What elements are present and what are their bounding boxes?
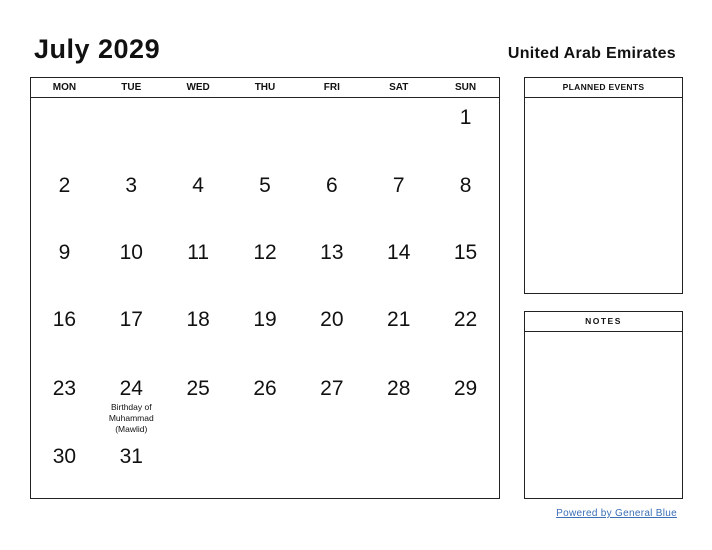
day-cell xyxy=(98,166,165,233)
day-cell xyxy=(165,166,232,233)
day-number: 26 xyxy=(253,377,277,400)
weekday-label: MON xyxy=(52,82,77,93)
day-number: 30 xyxy=(52,445,77,468)
day-number: 3 xyxy=(125,174,138,197)
day-cell xyxy=(365,233,432,300)
weekday-label: SAT xyxy=(389,82,409,93)
day-cell xyxy=(165,369,232,437)
day-number: 15 xyxy=(453,241,478,264)
day-number: 28 xyxy=(387,377,411,400)
day-number: 1 xyxy=(459,106,472,129)
weekday-label: THU xyxy=(254,82,276,93)
day-cell xyxy=(298,166,365,233)
day-cell xyxy=(432,98,499,166)
holiday-label: Birthday of Muhammad (Mawlid) xyxy=(108,402,154,434)
day-cell xyxy=(98,369,165,437)
page-title: July 2029 xyxy=(34,34,161,64)
day-number: 9 xyxy=(58,241,71,264)
day-cell xyxy=(165,98,232,166)
weekday-label: SUN xyxy=(455,82,477,93)
country-label: United Arab Emirates xyxy=(507,45,676,62)
day-cell xyxy=(31,300,98,369)
day-number xyxy=(432,437,499,445)
day-cell xyxy=(31,166,98,233)
day-number xyxy=(365,437,432,445)
day-number xyxy=(232,437,299,445)
day-cell xyxy=(232,166,299,233)
day-cell xyxy=(298,369,365,437)
days-grid xyxy=(31,98,499,487)
day-number xyxy=(232,98,299,106)
weekday-label: WED xyxy=(186,82,210,93)
day-cell xyxy=(98,437,165,487)
planned-events-panel xyxy=(524,77,683,294)
notes-panel xyxy=(524,311,683,499)
day-number: 12 xyxy=(253,241,277,264)
day-number: 16 xyxy=(52,308,77,331)
day-number: 8 xyxy=(459,174,472,197)
day-number: 7 xyxy=(392,174,405,197)
day-cell xyxy=(365,437,432,487)
day-number: 4 xyxy=(192,174,204,197)
day-number: 22 xyxy=(453,308,478,331)
weekday-label: FRI xyxy=(323,82,340,93)
day-number: 24 xyxy=(119,377,143,400)
day-cell xyxy=(232,369,299,437)
day-cell xyxy=(232,437,299,487)
day-cell xyxy=(165,437,232,487)
day-cell xyxy=(365,369,432,437)
day-cell xyxy=(232,300,299,369)
day-number: 25 xyxy=(186,377,210,400)
notes-title: NOTES xyxy=(525,312,682,332)
day-cell xyxy=(98,233,165,300)
day-number xyxy=(31,98,98,106)
weekday-header-row xyxy=(31,78,499,98)
day-cell xyxy=(432,166,499,233)
day-number: 13 xyxy=(320,241,344,264)
day-number: 11 xyxy=(187,241,210,264)
day-cell xyxy=(432,437,499,487)
powered-by-link[interactable]: Powered by General Blue xyxy=(556,508,677,519)
day-cell xyxy=(165,233,232,300)
day-number: 31 xyxy=(119,445,143,468)
day-number xyxy=(165,437,232,445)
day-cell xyxy=(298,437,365,487)
day-number: 5 xyxy=(259,174,271,197)
day-cell xyxy=(165,300,232,369)
day-cell xyxy=(298,300,365,369)
day-cell xyxy=(31,233,98,300)
day-cell xyxy=(98,300,165,369)
day-cell xyxy=(365,166,432,233)
day-number: 19 xyxy=(253,308,277,331)
day-cell xyxy=(31,437,98,487)
day-cell xyxy=(432,233,499,300)
day-number: 18 xyxy=(186,308,210,331)
day-cell xyxy=(31,98,98,166)
day-number xyxy=(365,98,432,106)
day-cell xyxy=(98,98,165,166)
day-number: 2 xyxy=(58,174,71,197)
day-cell xyxy=(31,369,98,437)
day-number: 14 xyxy=(387,241,411,264)
day-number: 20 xyxy=(320,308,344,331)
day-number: 23 xyxy=(52,377,77,400)
day-number xyxy=(298,437,365,445)
day-number: 21 xyxy=(387,308,411,331)
day-cell xyxy=(298,233,365,300)
day-number: 17 xyxy=(119,308,143,331)
day-number: 29 xyxy=(453,377,478,400)
day-cell xyxy=(298,98,365,166)
day-number: 27 xyxy=(320,377,344,400)
day-cell xyxy=(365,300,432,369)
weekday-label: TUE xyxy=(121,82,142,93)
planned-events-title: PLANNED EVENTS xyxy=(525,78,682,98)
day-cell xyxy=(365,98,432,166)
calendar-grid xyxy=(30,77,500,499)
day-number: 6 xyxy=(326,174,338,197)
day-cell xyxy=(432,369,499,437)
day-number xyxy=(298,98,365,106)
day-number xyxy=(165,98,232,106)
day-number: 10 xyxy=(119,241,143,264)
day-cell xyxy=(432,300,499,369)
day-cell xyxy=(232,98,299,166)
day-cell xyxy=(232,233,299,300)
day-number xyxy=(98,98,165,106)
